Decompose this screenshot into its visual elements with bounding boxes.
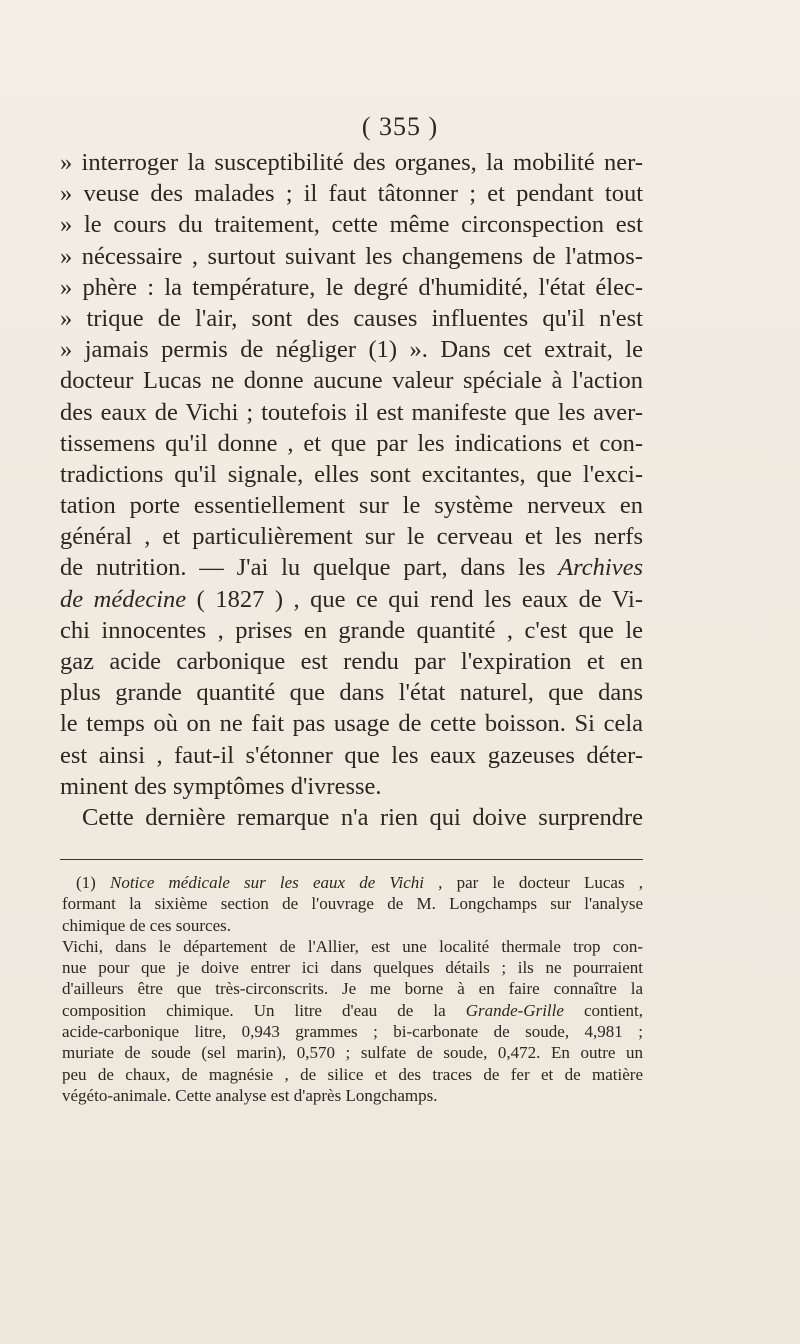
footnote-line: muriate de soude (sel marin), 0,570 ; sulfate de soude, 0,472. En outre un bbox=[62, 1043, 643, 1063]
body-line: » phère : la température, le degré d'humidité, l'état élec- bbox=[60, 273, 643, 301]
footnote-line: végéto-animale. Cette analyse est d'après Longchamps. bbox=[62, 1085, 438, 1105]
footnote-line: d'ailleurs être que très-circonscrits. Je me borne à en faire connaître la bbox=[62, 979, 643, 999]
footnote-line: peu de chaux, de magnésie , de silice et des traces de fer et de matière bbox=[62, 1064, 643, 1084]
body-line: » le cours du traitement, cette même circonspection est bbox=[60, 211, 643, 239]
footnote-line: formant la sixième section de l'ouvrage de M. Longchamps sur l'analyse bbox=[62, 894, 643, 914]
body-line: tation porte essentiellement sur le système nerveux en bbox=[60, 492, 643, 520]
body-line: des eaux de Vichi ; toutefois il est manifeste que les aver- bbox=[60, 398, 643, 426]
body-line: plus grande quantité que dans l'état naturel, que dans bbox=[60, 679, 643, 707]
body-line: est ainsi , faut-il s'étonner que les eaux gazeuses déter- bbox=[60, 741, 643, 769]
body-text-span: ( 1827 ) , que ce qui rend les eaux de Vi- bbox=[196, 585, 644, 613]
body-text bbox=[60, 147, 643, 833]
footnote-marker: (1) bbox=[76, 873, 96, 892]
italic-title: de médecine bbox=[60, 585, 187, 613]
page-number bbox=[0, 112, 800, 142]
body-line: » jamais permis de négliger (1) ». Dans cet extrait, le bbox=[60, 336, 643, 364]
body-line: gaz acide carbonique est rendu par l'expiration et en bbox=[60, 648, 643, 675]
page-number-text: ( 355 ) bbox=[361, 112, 439, 141]
body-line-archives bbox=[60, 552, 643, 583]
italic-place-name: Grande-Grille bbox=[465, 1000, 564, 1020]
body-line: docteur Lucas ne donne aucune valeur spéciale à l'action bbox=[60, 367, 643, 395]
body-line: tissemens qu'il donne , et que par les indications et con- bbox=[60, 429, 643, 457]
body-line: le temps où on ne fait pas usage de cette boisson. Si cela bbox=[60, 710, 643, 738]
footnote-line: chimique de ces sources. bbox=[62, 915, 231, 935]
footnote-line: nue pour que je doive entrer ici dans quelques détails ; ils ne pourraient bbox=[62, 958, 643, 978]
body-line: » interroger la susceptibilité des organes, la mobilité ner- bbox=[60, 149, 643, 176]
footnote bbox=[62, 872, 643, 1106]
body-line: » veuse des malades ; il faut tâtonner ; et pendant tout bbox=[60, 180, 643, 208]
footnote-text: composition chimique. Un litre d'eau de la bbox=[62, 1000, 446, 1020]
body-line: » nécessaire , surtout suivant les changemens de l'atmos- bbox=[60, 242, 643, 270]
body-line: général , et particulièrement sur le cerveau et les nerfs bbox=[60, 523, 643, 551]
body-line-medecine bbox=[60, 584, 643, 615]
body-line: » trique de l'air, sont des causes influentes qu'il n'est bbox=[60, 304, 643, 332]
body-line: chi innocentes , prises en grande quantité , c'est que le bbox=[60, 616, 643, 644]
footnote-text: contient, bbox=[584, 1000, 644, 1020]
body-line: minent des symptômes d'ivresse. bbox=[60, 772, 382, 800]
footnote-line: acide-carbonique litre, 0,943 grammes ; bi-carbonate de soude, 4,981 ; bbox=[62, 1022, 643, 1042]
body-line: Cette dernière remarque n'a rien qui doive surprendre bbox=[82, 803, 643, 831]
italic-title: Archives bbox=[558, 554, 644, 582]
footnote-line bbox=[62, 1000, 643, 1021]
footnote-title: Notice médicale sur les eaux de Vichi , bbox=[109, 873, 443, 892]
footnote-divider bbox=[60, 859, 643, 860]
body-line: tradictions qu'il signale, elles sont excitantes, que l'exci- bbox=[60, 460, 643, 488]
body-text-span: de nutrition. — J'ai lu quelque part, dans les bbox=[60, 554, 546, 582]
footnote-line: Vichi, dans le département de l'Allier, est une localité thermale trop con- bbox=[62, 936, 643, 956]
footnote-line bbox=[62, 872, 643, 893]
footnote-text: par le docteur Lucas , bbox=[456, 873, 643, 892]
